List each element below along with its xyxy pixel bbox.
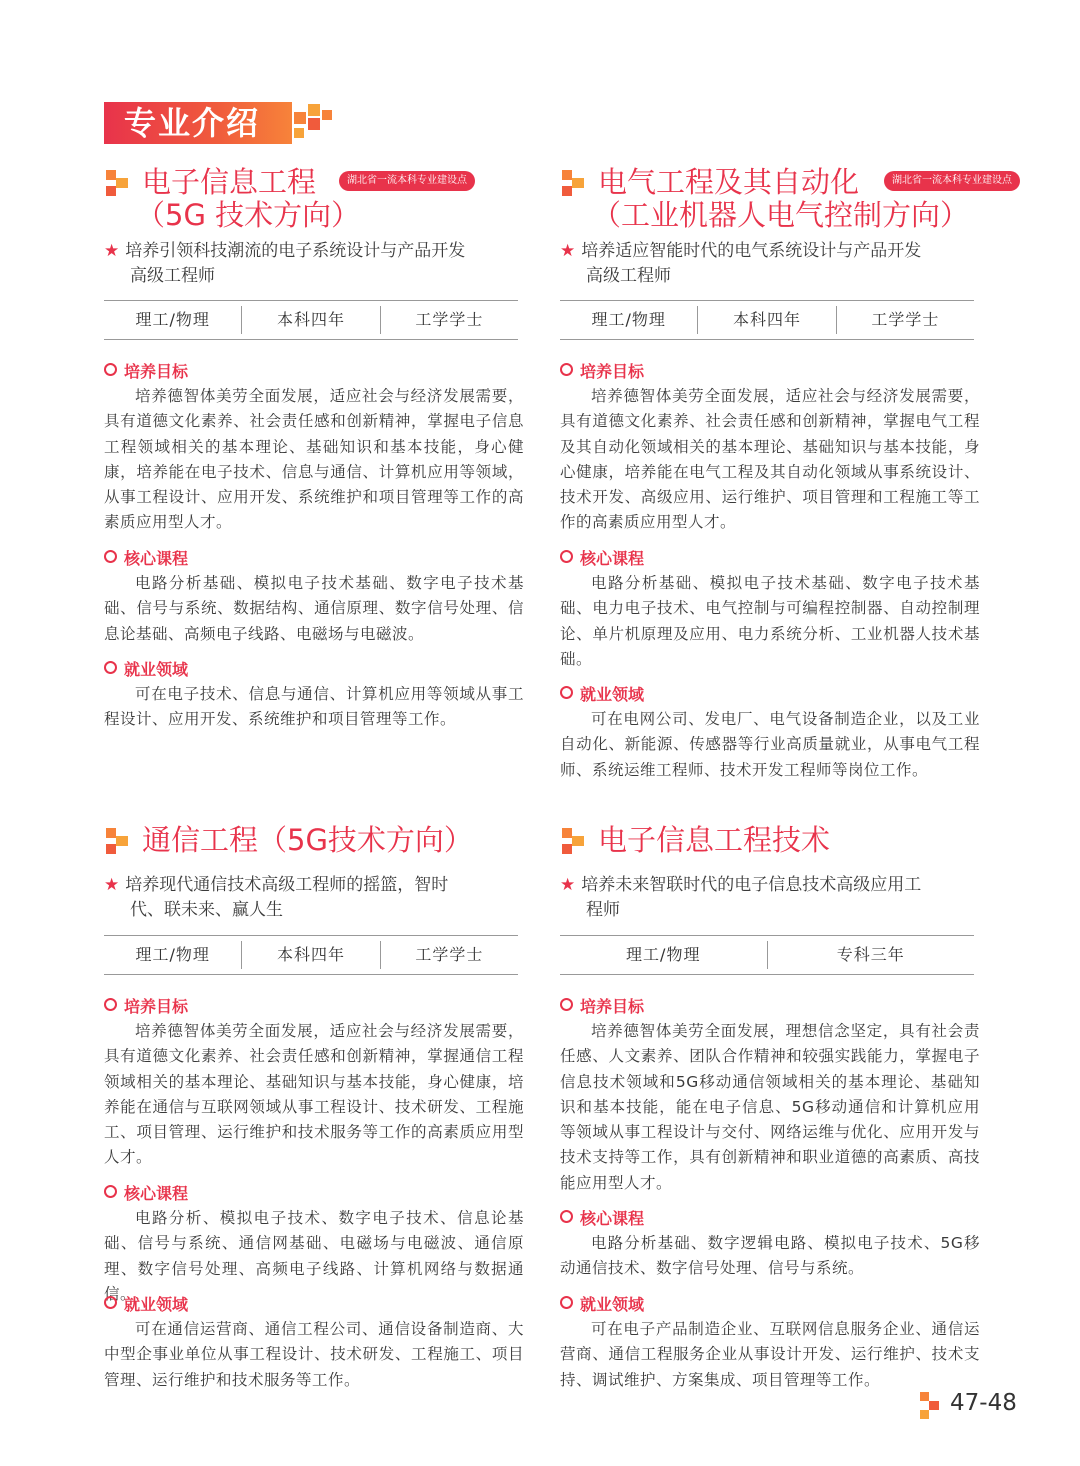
first-class-badge: 湖北省一流本科专业建设点 [339, 171, 475, 191]
major-tagline [560, 239, 921, 289]
info-duration: 专科三年 [767, 941, 975, 969]
ring-icon [104, 363, 117, 376]
heading-goal-label: 培养目标 [124, 997, 189, 1016]
star-icon: ★ [104, 875, 120, 895]
info-duration: 本科四年 [241, 941, 379, 969]
heading-careers-label: 就业领域 [580, 685, 645, 704]
major-tagline [104, 239, 465, 289]
tagline-line-1: 培养适应智能时代的电气系统设计与产品开发 [581, 241, 922, 261]
star-icon: ★ [560, 875, 576, 895]
ring-icon [104, 550, 117, 563]
goal-text: 培养德智体美劳全面发展，适应社会与经济发展需要，具有道德文化素养、社会责任感和创新精神，掌握电气工程及其自动化领域相关的基本理论、基础知识与基本技能，身心健康，培养能在电气工程及其自动化领域从事系统设计、技术开发、高级应用、运行维护、项目管理和工程施工等工作的高素质应用型人才。 [560, 387, 980, 532]
tagline-line-2: 代、联未来、赢人生 [130, 900, 283, 920]
heading-courses [560, 548, 644, 570]
courses-text: 电路分析基础、模拟电子技术基础、数字电子技术基础、电力电子技术、电气控制与可编程控制器、自动控制理论、单片机原理及应用、电力系统分析、工业机器人技术基础。 [560, 574, 980, 668]
major-title-text: 电气工程及其自动化 [598, 165, 860, 199]
ring-icon [104, 661, 117, 674]
pixel-bullet-icon [106, 170, 132, 196]
goal-text: 培养德智体美劳全面发展，理想信念坚定，具有社会责任感、人文素养、团队合作精神和较强实践能力，掌握电子信息技术领域和5G移动通信领域相关的基本理论、基础知识和基本技能，能在电子信息、5G移动通信和计算机应用等领域从事工程设计与交付、网络运维与优化、应用开发与技术支持等工作，具有创新精神和职业道德的高素质、高技能应用型人才。 [560, 1022, 980, 1192]
pixel-decoration-icon [294, 104, 336, 142]
info-degree: 工学学士 [836, 306, 974, 334]
ring-icon [560, 1296, 573, 1309]
tagline-line-1: 培养现代通信技术高级工程师的摇篮，智时 [125, 875, 449, 895]
page-pixel-icon [920, 1392, 942, 1420]
careers-text: 可在电子产品制造企业、互联网信息服务企业、通信运营商、通信工程服务企业从事设计开发、运行维护、技术支持、调试维护、方案集成、项目管理等工作。 [560, 1320, 980, 1389]
info-duration: 本科四年 [697, 306, 835, 334]
info-subject: 理工/物理 [626, 945, 701, 964]
heading-courses-label: 核心课程 [124, 1184, 189, 1203]
star-icon: ★ [560, 241, 576, 261]
major-title-text: 通信工程（5G技术方向） [142, 823, 473, 857]
heading-courses [104, 548, 188, 570]
major-title-text: 电子信息工程技术 [598, 823, 831, 857]
major-tagline [104, 873, 448, 923]
heading-careers-label: 就业领域 [124, 1295, 189, 1314]
heading-courses-label: 核心课程 [124, 549, 189, 568]
tagline-line-2: 高级工程师 [130, 266, 215, 286]
heading-careers [560, 684, 644, 706]
info-subject: 理工/物理 [135, 310, 210, 329]
courses-text: 电路分析基础、模拟电子技术基础、数字电子技术基础、信号与系统、数据结构、通信原理、数字信号处理、信息论基础、高频电子线路、电磁场与电磁波。 [104, 574, 524, 643]
careers-text: 可在通信运营商、通信工程公司、通信设备制造商、大中型企事业单位从事工程设计、技术研发、工程施工、项目管理、运行维护和技术服务等工作。 [104, 1320, 524, 1389]
heading-careers [104, 659, 188, 681]
info-bar [104, 935, 518, 975]
heading-goal-label: 培养目标 [580, 362, 645, 381]
pixel-bullet-icon [562, 170, 588, 196]
heading-careers [104, 1294, 188, 1316]
ring-icon [560, 998, 573, 1011]
info-subject: 理工/物理 [591, 310, 666, 329]
info-subject: 理工/物理 [135, 945, 210, 964]
ring-icon [560, 550, 573, 563]
courses-text: 电路分析、模拟电子技术、数字电子技术、信息论基础、信号与系统、通信网基础、电磁场与电磁波、通信原理、数字信号处理、高频电子线路、计算机网络与数据通信。 [104, 1209, 524, 1303]
info-duration: 本科四年 [241, 306, 379, 334]
tagline-line-1: 培养引领科技潮流的电子系统设计与产品开发 [125, 241, 466, 261]
info-bar [560, 300, 974, 340]
major-subtitle: （5G 技术方向） [136, 198, 361, 232]
heading-courses-label: 核心课程 [580, 1209, 645, 1228]
star-icon: ★ [104, 241, 120, 261]
heading-goal-label: 培养目标 [124, 362, 189, 381]
careers-text: 可在电子技术、信息与通信、计算机应用等领域从事工程设计、应用开发、系统维护和项目管理等工作。 [104, 685, 524, 729]
heading-goal [104, 996, 188, 1018]
ring-icon [104, 1296, 117, 1309]
goal-text: 培养德智体美劳全面发展，适应社会与经济发展需要，具有道德文化素养、社会责任感和创新精神，掌握电子信息工程领域相关的基本理论、基础知识和基本技能，身心健康，培养能在电子技术、信息与通信、计算机应用等领域，从事工程设计、应用开发、系统维护和项目管理等工作的高素质应用型人才。 [104, 387, 524, 532]
ring-icon [104, 998, 117, 1011]
heading-careers-label: 就业领域 [580, 1295, 645, 1314]
banner-title: 专业介绍 [124, 104, 261, 142]
heading-careers [560, 1294, 644, 1316]
major-title-text: 电子信息工程 [142, 165, 317, 199]
first-class-badge: 湖北省一流本科专业建设点 [884, 171, 1020, 191]
info-bar [104, 300, 518, 340]
info-bar [560, 935, 974, 975]
heading-goal [104, 361, 188, 383]
ring-icon [560, 1210, 573, 1223]
heading-goal [560, 996, 644, 1018]
heading-courses [560, 1208, 644, 1230]
section-banner [104, 102, 292, 144]
tagline-line-2: 程师 [586, 900, 620, 920]
ring-icon [560, 686, 573, 699]
tagline-line-2: 高级工程师 [586, 266, 671, 286]
page-number: 47-48 [950, 1390, 1017, 1416]
heading-courses [104, 1183, 188, 1205]
heading-courses-label: 核心课程 [580, 549, 645, 568]
ring-icon [560, 363, 573, 376]
info-degree: 工学学士 [380, 306, 518, 334]
heading-goal-label: 培养目标 [580, 997, 645, 1016]
info-degree: 工学学士 [380, 941, 518, 969]
heading-careers-label: 就业领域 [124, 660, 189, 679]
tagline-line-1: 培养未来智联时代的电子信息技术高级应用工 [581, 875, 922, 895]
courses-text: 电路分析基础、数字逻辑电路、模拟电子技术、5G移动通信技术、数字信号处理、信号与系统。 [560, 1234, 980, 1278]
heading-goal [560, 361, 644, 383]
major-tagline [560, 873, 921, 923]
goal-text: 培养德智体美劳全面发展，适应社会与经济发展需要，具有道德文化素养、社会责任感和创新精神，掌握通信工程领域相关的基本理论、基础知识与基本技能，身心健康，培养能在通信与互联网领域从事工程设计、技术研发、工程施工、项目管理、运行维护和技术服务等工作的高素质应用型人才。 [104, 1022, 524, 1167]
pixel-bullet-icon [106, 828, 132, 854]
ring-icon [104, 1185, 117, 1198]
careers-text: 可在电网公司、发电厂、电气设备制造企业，以及工业自动化、新能源、传感器等行业高质量就业，从事电气工程师、系统运维工程师、技术开发工程师等岗位工作。 [560, 710, 980, 779]
major-subtitle: （工业机器人电气控制方向） [592, 198, 970, 232]
pixel-bullet-icon [562, 828, 588, 854]
